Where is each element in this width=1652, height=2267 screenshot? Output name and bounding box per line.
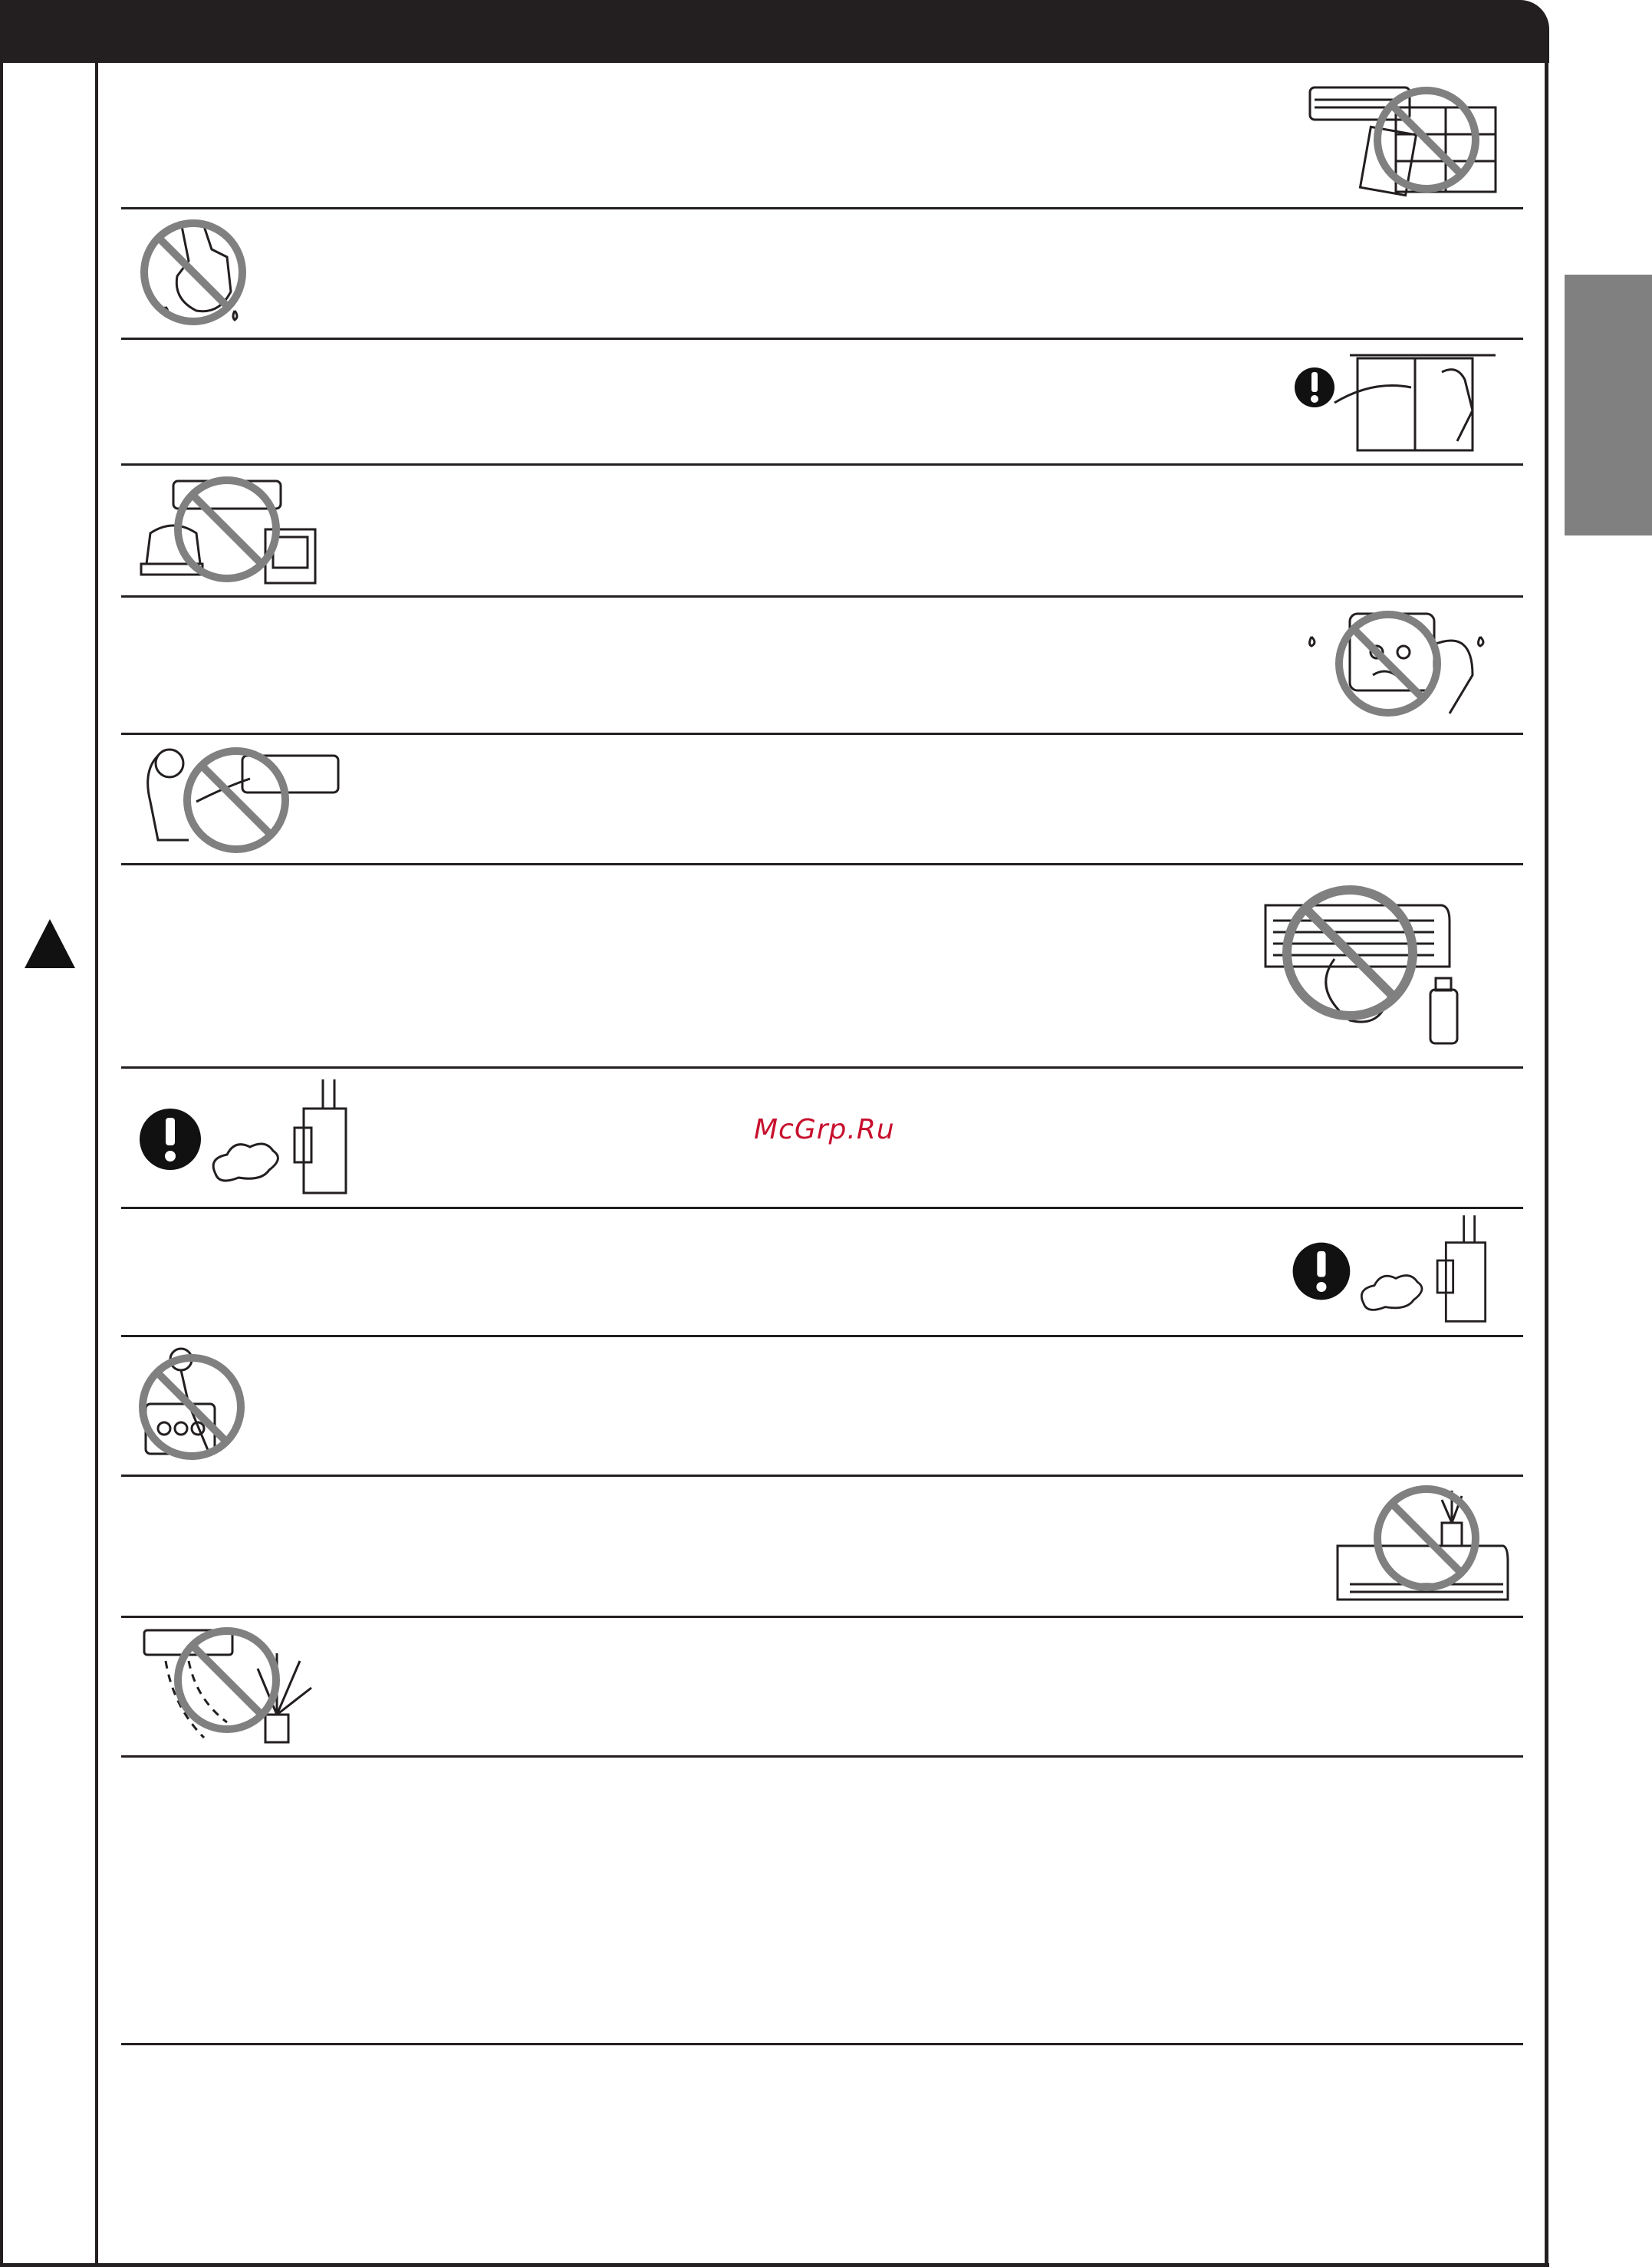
frame-right-border [1545,63,1548,2267]
page-header-bar [0,0,1549,63]
watermark: McGrp.Ru [754,1114,895,1145]
water-spray-on-unit-icon [135,740,350,855]
row-divider [121,207,1523,209]
row-divider [121,863,1523,865]
row-divider [121,2043,1523,2045]
breaker-switch-smoke-icon [135,1078,365,1201]
frightened-unit-icon [1288,606,1503,729]
row-divider [121,338,1523,340]
row-divider [121,1755,1523,1758]
row-divider [121,1475,1523,1477]
row-divider [121,1066,1523,1069]
furniture-blocking-unit-icon [1304,77,1503,199]
frame-column-divider [95,63,98,2267]
airflow-on-plant-icon [135,1623,334,1749]
plant-on-unit-icon [1327,1484,1511,1611]
frame-left-border [0,63,3,2267]
row-divider [121,1616,1523,1618]
section-side-tab [1565,275,1652,535]
row-divider [121,1207,1523,1209]
kettle-heater-near-unit-icon [135,472,350,587]
row-divider [121,733,1523,735]
breaker-switch-smoke-icon [1288,1214,1503,1329]
row-divider [121,1335,1523,1337]
warning-triangle-icon [23,918,77,971]
row-divider [121,463,1523,466]
wet-hand-icon [135,215,258,330]
child-climbing-outdoor-unit-icon [135,1343,258,1465]
spray-can-near-unit-icon [1258,882,1503,1051]
open-window-icon [1288,341,1503,456]
frame-bottom-border [0,2263,1549,2267]
row-divider [121,595,1523,598]
